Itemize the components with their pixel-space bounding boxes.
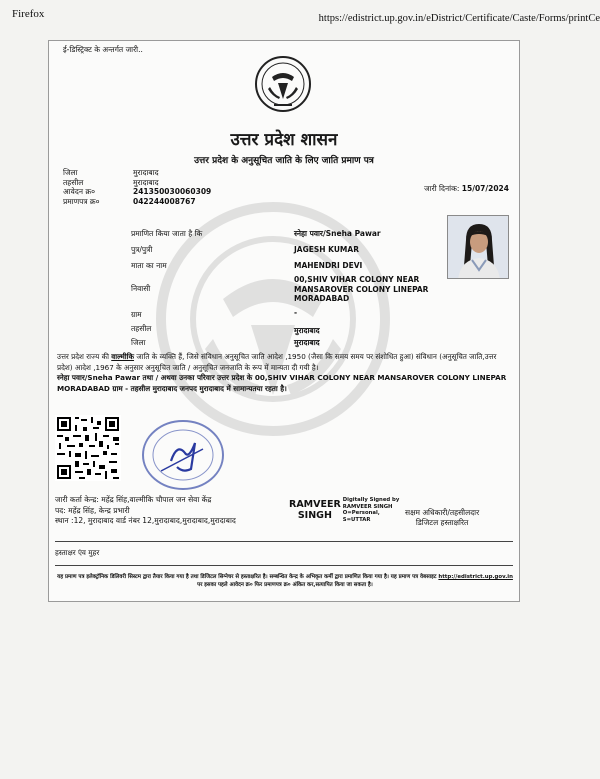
- parent-value: JAGESH KUMAR: [294, 245, 359, 254]
- tehsil-label: तहसील: [131, 324, 152, 333]
- signature-detail: RAMVEER SINGH: [342, 503, 393, 510]
- competent-authority: [405, 508, 479, 528]
- header-note: ई-डिस्ट्रिक्ट के अन्तर्गत जारी..: [63, 45, 143, 54]
- signature-detail: O=Personal,: [342, 510, 380, 516]
- parent-label: पुत्र/पुत्री: [131, 245, 153, 254]
- info-row-district: [63, 168, 211, 178]
- up-emblem-icon: [254, 55, 312, 117]
- info-row-tehsil: [63, 178, 211, 188]
- info-value: मुरादाबाद: [133, 177, 159, 187]
- info-row-certificate-no: [63, 197, 211, 207]
- issuer-place: स्थान :12, मुरादाबाद वार्ड नंबर 12,मुरादाबाद,मुरादाबाद,मुरादाबाद: [55, 516, 236, 525]
- issue-date-value: 15/07/2024: [461, 184, 509, 193]
- divider-line: [55, 565, 513, 566]
- paragraph-part1: उत्तर प्रदेश राज्य की: [57, 352, 112, 361]
- divider-line: [55, 541, 513, 542]
- issue-date-label: जारी दिनांक:: [424, 184, 460, 193]
- applicant-photo: [447, 215, 509, 279]
- district-label: जिला: [131, 338, 146, 347]
- authority-signed: डिजिटल हस्ताक्षरित: [415, 518, 469, 527]
- certificate-page: [48, 40, 520, 602]
- signer-name: [289, 499, 341, 521]
- signer-name-line2: SINGH: [297, 510, 332, 521]
- paragraph-part2: जाति के व्यक्ति हैं, जिसे संविधान अनुसूचित जाति आदेश ,1950 (जैसा कि समय समय पर संशोधित हुआ) संविधान (अनुसूचित जाति,उत्तर प्रदेश) आदेश ,1967 के अनुसार अनुसूचित जाति / अनुसूचित जनजाति के रूप में मान्यता दी गयी है।: [57, 352, 497, 372]
- village-value: -: [294, 308, 298, 317]
- name-label: प्रमाणित किया जाता है कि: [131, 229, 203, 238]
- name-value: स्नेहा पवार/Sneha Pawar: [294, 229, 381, 238]
- browser-name: Firefox: [12, 8, 45, 20]
- paragraph-part3: तथा / अथवा उनका परिवार उत्तर प्रदेश के 00,SHIV VIHAR COLONY NEAR MANSAROVER COLONY LINEPAR MORADABAD ग्राम - तहसील मुरादाबाद जनपद मुरादाबाद में सामान्यतया रहता है।: [57, 373, 507, 393]
- verification-link[interactable]: http://edistrict.up.gov.in: [438, 574, 513, 580]
- info-value: 241350030060309: [133, 187, 212, 196]
- info-label: जिला: [63, 168, 78, 177]
- certificate-paragraph: [57, 352, 513, 394]
- mother-value: MAHENDRI DEVI: [294, 261, 363, 270]
- issuer-center: जारी कर्ता केन्द्र: महेंद्र सिंह,वाल्मीकि चौपाल जन सेवा केंद्र: [55, 495, 212, 504]
- signature-stamp-label: हस्ताक्षर एंव मुहर: [55, 548, 100, 557]
- resident-label: निवासी: [131, 284, 151, 293]
- signature-details: [343, 497, 400, 523]
- applicant-photo-image: [448, 216, 509, 279]
- info-value: मुरादाबाद: [133, 168, 159, 177]
- issue-date: [424, 184, 509, 194]
- paragraph-name: स्नेहा पवार/Sneha Pawar: [57, 373, 141, 382]
- footer-note: [57, 573, 513, 589]
- tehsil-value: मुरादाबाद: [294, 326, 320, 335]
- signature-detail: S=UTTAR: [342, 516, 371, 523]
- mother-label: माता का नाम: [131, 261, 167, 270]
- official-stamp-icon: [131, 413, 227, 493]
- footer-note-part2: पर इसका पहले आवेदन क्र० फिर प्रमाणपत्र क्र० अंकित कर,सत्यापित किया जा सकता है।: [197, 582, 373, 588]
- digital-signature: [289, 497, 399, 523]
- authority-title: सक्षम अधिकारी/तहसीलदार: [405, 508, 480, 517]
- certificate-title: उत्तर प्रदेश के अनुसूचित जाति के लिए जाति प्रमाण पत्र: [194, 156, 374, 166]
- caste-name: वाल्मीकि: [111, 352, 135, 361]
- government-title: उत्तर प्रदेश शासन: [230, 130, 338, 150]
- district-value: मुरादाबाद: [294, 338, 320, 347]
- applicant-info: [63, 168, 211, 206]
- info-label: प्रमाणपत्र क्र०: [63, 196, 100, 206]
- info-label: तहसील: [63, 177, 84, 187]
- issuer-details: [55, 495, 295, 527]
- signer-name-line1: RAMVEER: [289, 499, 341, 510]
- info-label: आवेदन क्र०: [63, 187, 96, 196]
- qr-code-icon[interactable]: [55, 415, 121, 481]
- resident-value: 00,SHIV VIHAR COLONY NEAR MANSAROVER COLONY LINEPAR MORADABAD: [294, 275, 429, 303]
- info-value: 042244008767: [133, 196, 196, 206]
- village-label: ग्राम: [131, 310, 142, 319]
- footer-note-part1: यह प्रमाण पत्र इलेक्ट्रॉनिक डिलिवरी सिस्टम द्वारा तैयार किया गया है तथा डिजिटल सिग्नेचर से हस्ताक्षरित है। सम्बन्धित केन्द्र के अभिकृत कर्मी द्वारा प्रमाणित किया गया है। यह प्रमाण पत्र वेबसाइट: [57, 574, 439, 580]
- signature-detail: Digitally Signed by: [342, 497, 400, 503]
- issuer-post: पद: महेंद्र सिंह, केन्द्र प्रभारी: [55, 505, 130, 515]
- info-row-application-no: [63, 187, 211, 197]
- page-url: https://edistrict.up.gov.in/eDistrict/Certificate/Caste/Forms/printCe: [318, 13, 600, 24]
